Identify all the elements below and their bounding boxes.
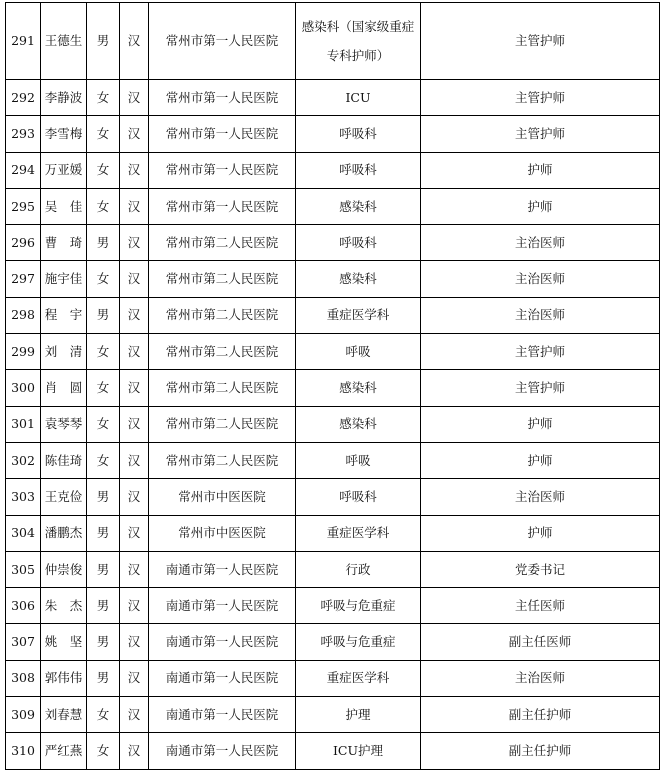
ethnicity-cell: 汉 [120,406,149,442]
ethnicity-cell: 汉 [120,551,149,587]
ethnicity-cell: 汉 [120,297,149,333]
row-number: 294 [6,152,41,188]
hospital-cell: 南通市第一人民医院 [149,660,296,696]
ethnicity-cell: 汉 [120,660,149,696]
ethnicity-cell: 汉 [120,442,149,478]
row-number: 307 [6,624,41,660]
gender-cell: 男 [87,551,120,587]
table-row [6,442,660,478]
job-title-cell: 主管护师 [421,3,660,80]
table-row [6,225,660,261]
table-row [6,3,660,80]
table-row [6,406,660,442]
hospital-cell: 南通市第一人民医院 [149,697,296,733]
hospital-cell: 常州市第二人民医院 [149,370,296,406]
gender-cell: 女 [87,188,120,224]
department-cell: 呼吸科 [296,225,421,261]
gender-cell: 女 [87,697,120,733]
table-row [6,588,660,624]
person-name: 刘 清 [41,334,87,370]
job-title-cell: 主治医师 [421,297,660,333]
hospital-cell: 常州市第二人民医院 [149,261,296,297]
ethnicity-cell: 汉 [120,733,149,769]
gender-cell: 女 [87,80,120,116]
hospital-cell: 南通市第一人民医院 [149,588,296,624]
person-name: 程 宇 [41,297,87,333]
gender-cell: 男 [87,479,120,515]
ethnicity-cell: 汉 [120,3,149,80]
department-cell: 呼吸科 [296,116,421,152]
row-number: 300 [6,370,41,406]
person-name: 袁琴琴 [41,406,87,442]
row-number: 299 [6,334,41,370]
gender-cell: 女 [87,116,120,152]
table-row [6,188,660,224]
department-cell: 护理 [296,697,421,733]
row-number: 310 [6,733,41,769]
person-name: 朱 杰 [41,588,87,624]
job-title-cell: 副主任医师 [421,624,660,660]
row-number: 309 [6,697,41,733]
department-cell: 呼吸与危重症 [296,588,421,624]
job-title-cell: 护师 [421,515,660,551]
ethnicity-cell: 汉 [120,370,149,406]
hospital-cell: 常州市第一人民医院 [149,188,296,224]
row-number: 296 [6,225,41,261]
ethnicity-cell: 汉 [120,225,149,261]
table-row [6,334,660,370]
job-title-cell: 副主任护师 [421,733,660,769]
row-number: 292 [6,80,41,116]
person-name: 施宇佳 [41,261,87,297]
row-number: 308 [6,660,41,696]
ethnicity-cell: 汉 [120,80,149,116]
job-title-cell: 主治医师 [421,479,660,515]
hospital-cell: 常州市第二人民医院 [149,334,296,370]
person-name: 潘鹏杰 [41,515,87,551]
department-cell: ICU护理 [296,733,421,769]
hospital-cell: 常州市中医医院 [149,479,296,515]
gender-cell: 女 [87,334,120,370]
gender-cell: 男 [87,297,120,333]
department-cell: 呼吸 [296,442,421,478]
gender-cell: 男 [87,3,120,80]
job-title-cell: 主治医师 [421,225,660,261]
gender-cell: 男 [87,515,120,551]
department-cell: 感染科 [296,406,421,442]
table-row [6,697,660,733]
table-row [6,551,660,587]
row-number: 295 [6,188,41,224]
department-cell: 重症医学科 [296,515,421,551]
person-name: 万亚媛 [41,152,87,188]
ethnicity-cell: 汉 [120,588,149,624]
person-name: 刘春慧 [41,697,87,733]
hospital-cell: 常州市第二人民医院 [149,297,296,333]
person-name: 李雪梅 [41,116,87,152]
person-name: 李静波 [41,80,87,116]
job-title-cell: 副主任护师 [421,697,660,733]
ethnicity-cell: 汉 [120,152,149,188]
department-cell: 感染科（国家级重症专科护师） [296,3,421,80]
person-name: 王克俭 [41,479,87,515]
table-row [6,116,660,152]
department-cell: 行政 [296,551,421,587]
row-number: 302 [6,442,41,478]
table-row [6,152,660,188]
gender-cell: 女 [87,152,120,188]
hospital-cell: 常州市第一人民医院 [149,152,296,188]
department-cell: ICU [296,80,421,116]
table-row [6,515,660,551]
department-cell: 感染科 [296,188,421,224]
ethnicity-cell: 汉 [120,116,149,152]
row-number: 304 [6,515,41,551]
job-title-cell: 主管护师 [421,116,660,152]
row-number: 303 [6,479,41,515]
gender-cell: 女 [87,442,120,478]
roster-body [6,3,660,770]
department-cell: 重症医学科 [296,297,421,333]
person-name: 王德生 [41,3,87,80]
gender-cell: 女 [87,370,120,406]
person-name: 仲崇俊 [41,551,87,587]
ethnicity-cell: 汉 [120,334,149,370]
gender-cell: 女 [87,261,120,297]
ethnicity-cell: 汉 [120,515,149,551]
ethnicity-cell: 汉 [120,697,149,733]
job-title-cell: 主管护师 [421,80,660,116]
gender-cell: 男 [87,588,120,624]
hospital-cell: 常州市第一人民医院 [149,116,296,152]
gender-cell: 女 [87,406,120,442]
department-cell: 重症医学科 [296,660,421,696]
job-title-cell: 主管护师 [421,370,660,406]
hospital-cell: 常州市第二人民医院 [149,225,296,261]
job-title-cell: 护师 [421,442,660,478]
ethnicity-cell: 汉 [120,624,149,660]
gender-cell: 女 [87,733,120,769]
ethnicity-cell: 汉 [120,188,149,224]
person-name: 严红燕 [41,733,87,769]
hospital-cell: 常州市中医医院 [149,515,296,551]
job-title-cell: 护师 [421,152,660,188]
gender-cell: 男 [87,624,120,660]
row-number: 298 [6,297,41,333]
job-title-cell: 护师 [421,406,660,442]
hospital-cell: 常州市第一人民医院 [149,3,296,80]
person-name: 郭伟伟 [41,660,87,696]
department-cell: 感染科 [296,261,421,297]
hospital-cell: 常州市第二人民医院 [149,406,296,442]
person-name: 陈佳琦 [41,442,87,478]
person-name: 曹 琦 [41,225,87,261]
row-number: 297 [6,261,41,297]
hospital-cell: 常州市第二人民医院 [149,442,296,478]
table-row [6,297,660,333]
table-row [6,624,660,660]
table-row [6,733,660,769]
staff-roster-table [5,2,660,770]
gender-cell: 男 [87,225,120,261]
department-cell: 呼吸 [296,334,421,370]
ethnicity-cell: 汉 [120,479,149,515]
table-row [6,370,660,406]
hospital-cell: 南通市第一人民医院 [149,551,296,587]
job-title-cell: 党委书记 [421,551,660,587]
gender-cell: 男 [87,660,120,696]
job-title-cell: 主治医师 [421,660,660,696]
hospital-cell: 南通市第一人民医院 [149,624,296,660]
job-title-cell: 护师 [421,188,660,224]
hospital-cell: 常州市第一人民医院 [149,80,296,116]
department-cell: 感染科 [296,370,421,406]
job-title-cell: 主治医师 [421,261,660,297]
table-row [6,660,660,696]
row-number: 293 [6,116,41,152]
person-name: 吴 佳 [41,188,87,224]
job-title-cell: 主任医师 [421,588,660,624]
ethnicity-cell: 汉 [120,261,149,297]
table-row [6,80,660,116]
row-number: 306 [6,588,41,624]
hospital-cell: 南通市第一人民医院 [149,733,296,769]
department-cell: 呼吸科 [296,152,421,188]
person-name: 姚 坚 [41,624,87,660]
person-name: 肖 圆 [41,370,87,406]
row-number: 291 [6,3,41,80]
department-cell: 呼吸科 [296,479,421,515]
row-number: 301 [6,406,41,442]
row-number: 305 [6,551,41,587]
department-cell: 呼吸与危重症 [296,624,421,660]
job-title-cell: 主管护师 [421,334,660,370]
table-row [6,261,660,297]
table-row [6,479,660,515]
